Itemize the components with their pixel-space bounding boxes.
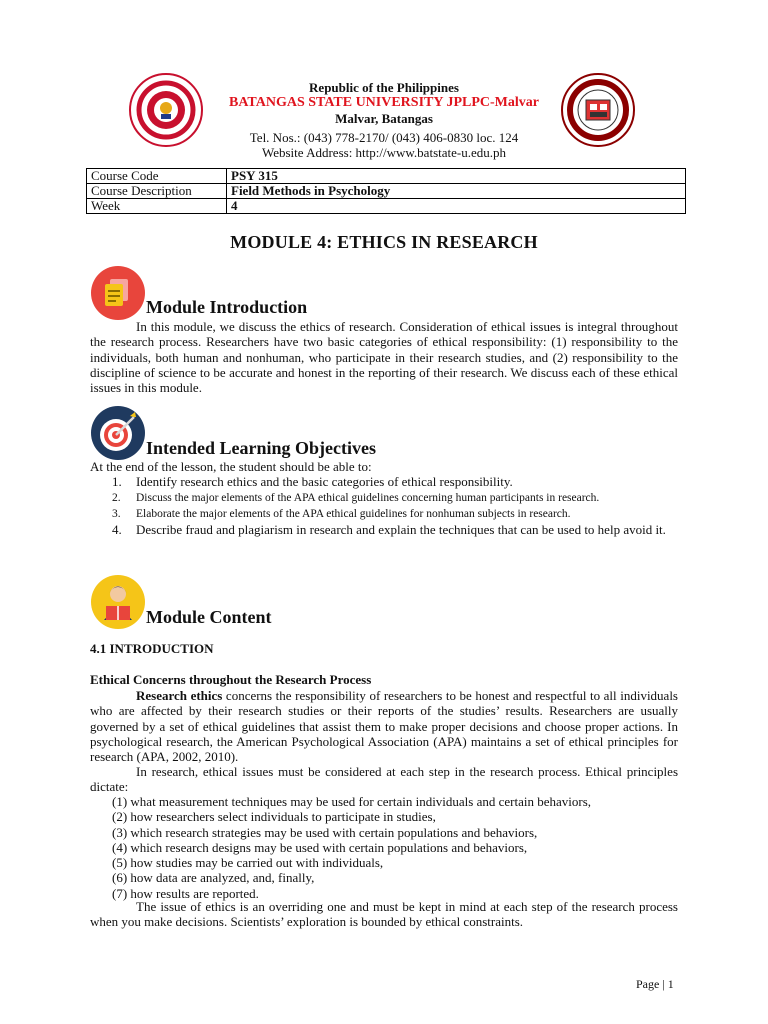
university-name: BATANGAS STATE UNIVERSITY JPLPC-Malvar — [229, 95, 539, 110]
objective-text: Describe fraud and plagiarism in research and explain the techniques that can be used to help avoid it. — [136, 522, 666, 537]
page-number: Page | 1 — [636, 977, 674, 991]
module-introduction-heading: Module Introduction — [146, 297, 308, 317]
course-description-label: Course Description — [87, 184, 227, 199]
course-code-label: Course Code — [87, 169, 227, 184]
objective-number: 4. — [112, 522, 122, 537]
intro-paragraph: In this module, we discuss the ethics of research. Consideration of ethical issues is integral throughout the research process. Researchers have two basic categories of ethical responsibility: (1) responsibility to the individuals, both human and nonhuman, who participate in their research studies, and (2) responsibility to the discipline of science to be accurate and honest in the reporting of their research. We discuss each of these ethical issues in this module. — [90, 319, 678, 396]
course-description-value: Field Methods in Psychology — [227, 184, 686, 199]
telephone-line: Tel. Nos.: (043) 778-2170/ (043) 406-0830 loc. 124 — [249, 130, 519, 145]
student-reading-icon — [90, 574, 146, 630]
module-content-heading: Module Content — [146, 607, 272, 627]
closing-paragraph: The issue of ethics is an overriding one and must be kept in mind at each step of the research process when you make decisions. Scientists’ exploration is bounded by ethical constraints. — [90, 899, 678, 930]
table-row — [87, 169, 686, 184]
principles-list — [112, 794, 591, 901]
objective-text: Elaborate the major elements of the APA ethical guidelines for nonhuman subjects in research. — [136, 508, 571, 520]
research-ethics-paragraph — [90, 688, 678, 764]
republic-line: Republic of the Philippines — [309, 80, 459, 95]
objective-number: 3. — [112, 508, 121, 520]
research-ethics-text: concerns the responsibility of researchers to be honest and respectful to all individuals who are affected by their research studies or their reports of the studies’ results. Researchers are usually governed by a set of ethical guidelines that assist them to make proper decisions and choose proper actions. In psychological research, the American Psychological Association (APA) maintains a set of ethical principles for research (APA, 2002, 2010). — [90, 688, 678, 765]
letterhead — [160, 80, 608, 160]
section-heading: 4.1 INTRODUCTION — [90, 641, 214, 656]
list-item: (4) which research designs may be used with certain populations and behaviors, — [112, 839, 528, 855]
module-title: MODULE 4: ETHICS IN RESEARCH — [230, 232, 538, 252]
table-row — [87, 199, 686, 214]
list-item: (7) how results are reported. — [112, 885, 259, 901]
campus-location: Malvar, Batangas — [335, 111, 433, 126]
course-code-value: PSY 315 — [227, 169, 686, 184]
list-item: (1) what measurement techniques may be used for certain individuals and certain behaviors, — [112, 794, 592, 809]
list-item: (6) how data are analyzed, and, finally, — [112, 870, 315, 886]
list-item — [90, 507, 678, 522]
objective-text: Identify research ethics and the basic categories of ethical responsibility. — [136, 474, 513, 489]
learning-objectives-heading: Intended Learning Objectives — [146, 438, 377, 458]
objective-number: 1. — [112, 474, 122, 489]
ethical-principles-paragraph: In research, ethical issues must be considered at each step in the research process. Ethical principles dictate: — [90, 764, 678, 795]
objective-text: Discuss the major elements of the APA ethical guidelines concerning human participants in research. — [136, 492, 600, 504]
table-row — [87, 184, 686, 199]
research-ethics-term: Research ethics — [136, 688, 223, 703]
list-item: (5) how studies may be carried out with individuals, — [112, 855, 384, 871]
list-item: (2) how researchers select individuals to participate in studies, — [112, 809, 436, 825]
documents-icon — [90, 265, 146, 321]
week-value: 4 — [227, 199, 686, 214]
website-line: Website Address: http://www.batstate-u.edu.ph — [262, 145, 506, 160]
list-item — [90, 522, 678, 537]
week-label: Week — [87, 199, 227, 214]
course-info-table — [86, 168, 686, 214]
objectives-block — [90, 459, 678, 537]
list-item — [90, 474, 678, 489]
list-item: (3) which research strategies may be used with certain populations and behaviors, — [112, 824, 538, 840]
list-item — [90, 491, 678, 505]
objective-number: 2. — [112, 492, 121, 504]
objectives-lead: At the end of the lesson, the student should be able to: — [90, 459, 372, 474]
target-icon — [90, 405, 146, 461]
subheading: Ethical Concerns throughout the Research Process — [90, 672, 372, 687]
